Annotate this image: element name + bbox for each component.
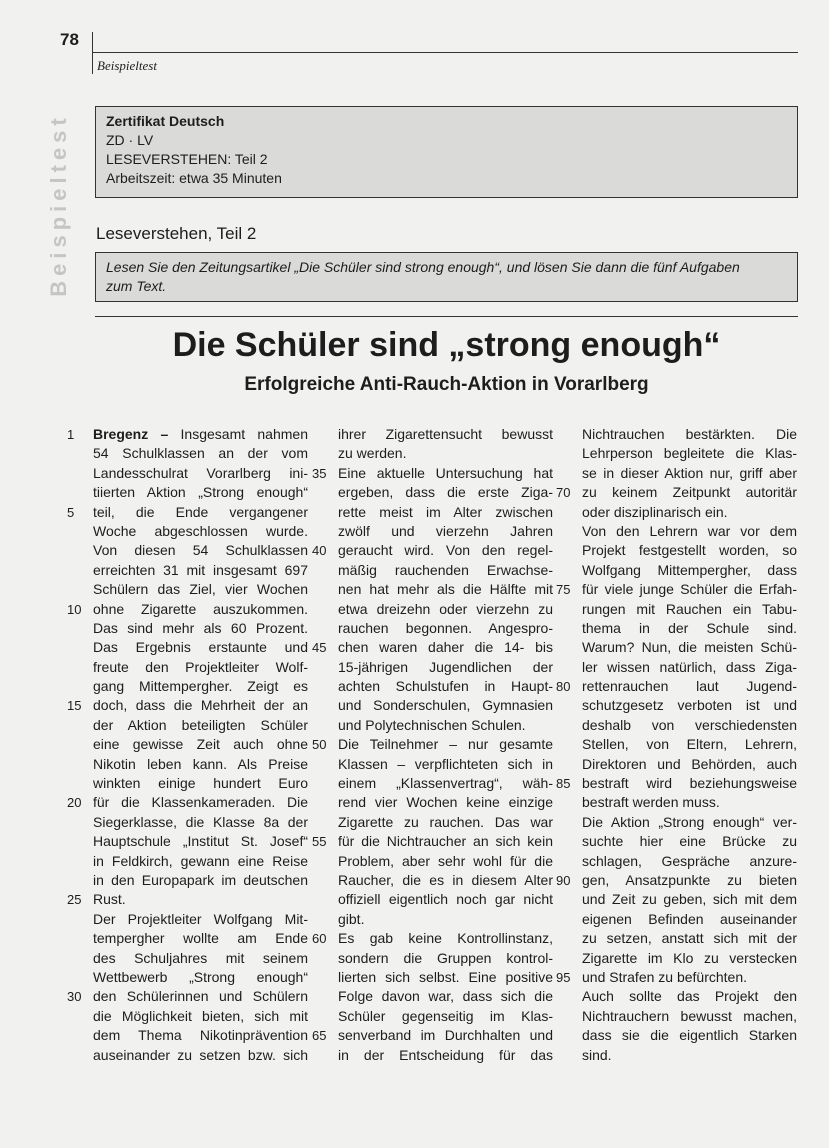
line-text: gang Mittempergher. Zeigt es bbox=[93, 678, 308, 695]
line-number: 75 bbox=[556, 582, 571, 598]
article-line bbox=[338, 755, 553, 774]
line-number: 60 bbox=[312, 931, 327, 947]
line-text: Insgesamt nahmen bbox=[168, 426, 308, 442]
article-line bbox=[556, 774, 797, 793]
line-text: lierten sich selbst. Eine positive bbox=[338, 968, 553, 985]
line-text: schutzgesetz verboten ist und bbox=[582, 697, 797, 714]
header-rule bbox=[92, 52, 798, 53]
line-text: rette meist im Alter zwischen bbox=[338, 503, 553, 520]
line-text: den Schülerinnen und Schülern bbox=[93, 988, 308, 1005]
article-line bbox=[338, 968, 553, 987]
line-text: der Aktion beteiligten Schüler bbox=[93, 716, 308, 733]
line-text: Woche abgeschlossen wurde. bbox=[93, 522, 308, 539]
article-line bbox=[93, 580, 308, 599]
line-text: rungen mit Rauchen ein Tabu- bbox=[582, 600, 797, 617]
line-text: zwölf und vierzehn Jahren bbox=[338, 522, 553, 539]
line-text: Eine aktuelle Untersuchung hat bbox=[338, 464, 553, 481]
line-text: in der Entscheidung für das bbox=[338, 1046, 553, 1063]
line-number: 90 bbox=[556, 872, 571, 888]
line-text: Auch sollte das Projekt den bbox=[582, 988, 797, 1005]
line-text: Von diesen 54 Schulklassen bbox=[93, 542, 308, 559]
instruction-line: Lesen Sie den Zeitungsartikel „Die Schüler sind strong enough“, und lösen Sie dann die fünf Aufgaben bbox=[106, 259, 740, 275]
article-line bbox=[582, 949, 797, 968]
line-text: Wettbewerb „Strong enough“ bbox=[93, 968, 308, 985]
line-number: 80 bbox=[556, 679, 571, 695]
article-line bbox=[93, 871, 308, 890]
line-text: eine gewisse Zeit auch ohne bbox=[93, 736, 308, 753]
article-line bbox=[93, 522, 308, 541]
article-line bbox=[338, 1046, 553, 1065]
side-tab bbox=[46, 95, 72, 315]
line-text: Nichtrauchen bestärkten. Die bbox=[582, 426, 797, 442]
line-text: Nikotin leben kann. Als Preise bbox=[93, 755, 308, 772]
line-number: 50 bbox=[312, 737, 327, 753]
article-line bbox=[338, 716, 553, 735]
article-line bbox=[93, 852, 308, 871]
line-text: Raucher, die es in diesem Alter bbox=[338, 871, 553, 888]
line-text: die Möglichkeit bieten, sich mit bbox=[93, 1007, 308, 1024]
page-label: Beispieltest bbox=[97, 58, 157, 73]
article-line bbox=[582, 755, 797, 774]
article-line bbox=[312, 929, 553, 948]
line-text: Schüler gegenseitig im Klas- bbox=[338, 1007, 553, 1024]
line-number: 40 bbox=[312, 543, 327, 559]
article-line bbox=[582, 929, 797, 948]
line-number: 55 bbox=[312, 834, 327, 850]
line-text: Der Projektleiter Wolfgang Mit- bbox=[93, 910, 308, 927]
line-text: Zigarette zu rauchen. Das war bbox=[338, 813, 553, 830]
line-text: Lehrperson begleitete die Klas- bbox=[582, 445, 797, 462]
line-text: dass sie die eigentlich Starken bbox=[582, 1027, 797, 1044]
article-line bbox=[312, 735, 553, 754]
line-text: einem „Klassenvertrag“, wäh- bbox=[338, 775, 553, 792]
line-text: Wolfgang Mittempergher, dass bbox=[582, 561, 797, 578]
line-number: 35 bbox=[312, 465, 327, 481]
article-line bbox=[582, 1007, 797, 1026]
line-text: zu keinem Zeitpunkt autoritär bbox=[582, 484, 797, 501]
line-text: des Schuljahres mit seinem bbox=[93, 949, 308, 966]
line-text: zu werden. bbox=[338, 445, 407, 462]
article-line bbox=[582, 619, 797, 638]
article-line bbox=[93, 561, 308, 580]
line-number: 20 bbox=[67, 795, 82, 811]
line-text: und Polytechnischen Schulen. bbox=[338, 716, 526, 733]
article-line bbox=[67, 890, 308, 909]
article-line bbox=[338, 793, 553, 812]
article-line bbox=[338, 813, 553, 832]
article-line bbox=[582, 1026, 797, 1045]
article-line bbox=[556, 580, 797, 599]
article-subtitle: Erfolgreiche Anti-Rauch-Aktion in Vorarlberg bbox=[244, 374, 649, 395]
article-line bbox=[338, 910, 553, 929]
line-text: gibt. bbox=[338, 910, 365, 927]
page-number: 78 bbox=[60, 30, 79, 49]
article-line bbox=[67, 503, 308, 522]
line-number: 30 bbox=[67, 989, 82, 1005]
line-number: 95 bbox=[556, 969, 571, 985]
line-text: tempergher wollte am Ende bbox=[93, 930, 308, 947]
line-text: sondern die Gruppen kontrol- bbox=[338, 949, 553, 966]
line-number: 1 bbox=[67, 427, 75, 442]
article-line bbox=[556, 871, 797, 890]
article-line bbox=[93, 464, 308, 483]
line-text: 54 Schulklassen an der vom bbox=[93, 445, 308, 462]
article-line bbox=[338, 425, 553, 444]
article-line bbox=[338, 444, 553, 463]
article-line bbox=[93, 677, 308, 696]
article-line bbox=[338, 871, 553, 890]
article-line bbox=[338, 677, 553, 696]
line-text: für viele junge Schüler die Erfah- bbox=[582, 581, 797, 598]
article-line bbox=[93, 1026, 308, 1045]
article-line bbox=[582, 852, 797, 871]
article-line bbox=[312, 541, 553, 560]
article-line bbox=[582, 813, 797, 832]
line-text: ergeben, dass die erste Ziga- bbox=[338, 484, 553, 501]
line-number: 45 bbox=[312, 640, 327, 656]
article-line bbox=[312, 832, 553, 851]
line-text: Warum? Nun, die meisten Schü- bbox=[582, 639, 797, 656]
side-tab-label: Beispieltest bbox=[46, 113, 71, 297]
article-line bbox=[67, 600, 308, 619]
line-text: Nichtrauchern bewusst machen, bbox=[582, 1007, 797, 1024]
article-line bbox=[582, 696, 797, 715]
line-text: Projekt festgestellt worden, so bbox=[582, 542, 797, 559]
article-line bbox=[312, 464, 553, 483]
article-line bbox=[582, 561, 797, 580]
article-line bbox=[338, 600, 553, 619]
line-text: in den Europapark im deutschen bbox=[93, 871, 308, 888]
line-text: eigenen Befinden auseinander bbox=[582, 910, 797, 927]
article-line bbox=[338, 561, 553, 580]
line-text: sind. bbox=[582, 1046, 612, 1063]
line-text: Klassen – verpflichteten sich in bbox=[338, 755, 553, 772]
line-text: und Zeit zu geben, sich mit dem bbox=[582, 891, 797, 908]
article-line bbox=[67, 696, 308, 715]
certificate-time: Arbeitszeit: etwa 35 Minuten bbox=[106, 170, 282, 186]
line-text: bestraft werden muss. bbox=[582, 794, 720, 811]
article-line bbox=[582, 832, 797, 851]
article-line bbox=[582, 522, 797, 541]
article-line bbox=[338, 987, 553, 1006]
article-line bbox=[582, 735, 797, 754]
article-line bbox=[93, 1046, 308, 1065]
line-text: Das sind mehr als 60 Prozent. bbox=[93, 619, 308, 636]
line-text: für die Klassenkameraden. Die bbox=[93, 794, 308, 811]
line-text: Von den Lehrern war vor dem bbox=[582, 522, 797, 539]
section-heading: Leseverstehen, Teil 2 bbox=[96, 224, 257, 243]
line-text: Direktoren und Behörden, auch bbox=[582, 755, 797, 772]
line-text: Siegerklasse, die Klasse 8a der bbox=[93, 813, 308, 830]
line-text: erreichten 31 mit insgesamt 697 bbox=[93, 561, 308, 578]
article-column-2 bbox=[312, 425, 553, 1065]
certificate-code: ZD · LV bbox=[106, 132, 154, 148]
article-line bbox=[93, 774, 308, 793]
article-line bbox=[582, 910, 797, 929]
article-line bbox=[93, 541, 308, 560]
article-line bbox=[338, 619, 553, 638]
line-text: in Feldkirch, gewann eine Reise bbox=[93, 852, 308, 869]
line-text: gen, Ansatzpunkte zu bieten bbox=[582, 871, 797, 888]
article-line bbox=[67, 793, 308, 812]
article-line bbox=[338, 949, 553, 968]
line-text: freute den Projektleiter Wolf- bbox=[93, 658, 308, 675]
line-text: Zigarette im Klo zu verstecken bbox=[582, 949, 797, 966]
article-line bbox=[93, 949, 308, 968]
line-text: ihrer Zigarettensucht bewusst bbox=[338, 426, 553, 442]
article-line bbox=[338, 580, 553, 599]
line-text: tiierten Aktion „Strong enough“ bbox=[93, 484, 308, 501]
line-text: chen waren daher die 14- bis bbox=[338, 639, 553, 656]
article-line bbox=[338, 890, 553, 909]
line-text: mäßig rauchenden Erwachse- bbox=[338, 561, 553, 578]
line-text: senverband im Durchhalten und bbox=[338, 1027, 553, 1044]
line-text: thema in der Schule sind. bbox=[582, 619, 797, 636]
article-line bbox=[312, 638, 553, 657]
article-title: Die Schüler sind „strong enough“ bbox=[172, 326, 721, 364]
line-number: 5 bbox=[67, 504, 75, 520]
article-line bbox=[556, 677, 797, 696]
article-line bbox=[338, 503, 553, 522]
line-number: 65 bbox=[312, 1028, 327, 1044]
line-text: für die Nichtraucher an sich kein bbox=[338, 833, 553, 850]
article-line bbox=[93, 968, 308, 987]
line-text: Problem, aber sehr wohl für die bbox=[338, 852, 553, 869]
line-text: bestraft wird beziehungsweise bbox=[582, 775, 797, 792]
line-text: Schülern das Ziel, vier Wochen bbox=[93, 581, 308, 598]
article-line bbox=[582, 638, 797, 657]
line-text: Das Ergebnis erstaunte und bbox=[93, 639, 308, 656]
article-line bbox=[338, 522, 553, 541]
line-number: 25 bbox=[67, 892, 82, 908]
line-text: und Sonderschulen, Gymnasien bbox=[338, 697, 553, 714]
line-text: winkten einige hundert Euro bbox=[93, 775, 308, 792]
line-text: rend vier Wochen keine einzige bbox=[338, 794, 553, 811]
line-number: 15 bbox=[67, 698, 82, 714]
article-line bbox=[93, 755, 308, 774]
article-line bbox=[582, 716, 797, 735]
article-line bbox=[582, 541, 797, 560]
article-line bbox=[582, 658, 797, 677]
line-text: Folge davon war, dass sich die bbox=[338, 988, 553, 1005]
article-line bbox=[93, 483, 308, 502]
article-line bbox=[582, 890, 797, 909]
article-column-1 bbox=[67, 425, 308, 1065]
line-text: schlagen, Gespräche anzure- bbox=[582, 852, 797, 869]
instruction-box bbox=[95, 252, 798, 302]
article-line bbox=[582, 503, 797, 522]
article-line bbox=[312, 1026, 553, 1045]
line-text: zu setzen, anstatt sich mit der bbox=[582, 930, 797, 947]
article-line bbox=[338, 658, 553, 677]
article-line bbox=[93, 910, 308, 929]
line-text: Die Teilnehmer – nur gesamte bbox=[338, 736, 553, 753]
line-text: offiziell eigentlich noch gar nicht bbox=[338, 891, 553, 908]
line-number: 10 bbox=[67, 601, 82, 617]
line-text: Landesschulrat Vorarlberg ini- bbox=[93, 464, 308, 481]
article-line bbox=[582, 425, 797, 444]
line-text: ohne Zigarette auszukommen. bbox=[93, 600, 308, 617]
article-line bbox=[338, 774, 553, 793]
certificate-title: Zertifikat Deutsch bbox=[106, 113, 225, 129]
line-text: etwa dreizehn oder vierzehn zu bbox=[338, 600, 553, 617]
certificate-part: LESEVERSTEHEN: Teil 2 bbox=[106, 151, 268, 167]
article-line bbox=[93, 813, 308, 832]
article-line bbox=[338, 1007, 553, 1026]
article-line bbox=[556, 483, 797, 502]
dateline: Bregenz – bbox=[93, 426, 169, 442]
line-text: achten Schulstufen in Haupt- bbox=[338, 678, 553, 695]
article-line bbox=[338, 852, 553, 871]
article-line bbox=[93, 638, 308, 657]
line-text: teil, die Ende vergangener bbox=[93, 503, 308, 520]
certificate-box bbox=[95, 106, 798, 198]
line-text: rauchen begonnen. Angespro- bbox=[338, 619, 553, 636]
line-text: ler wissen natürlich, dass Ziga- bbox=[582, 658, 797, 675]
line-text: 15-jährigen Jugendlichen der bbox=[338, 658, 553, 675]
article-line bbox=[582, 793, 797, 812]
line-text: Stellen, von Eltern, Lehrern, bbox=[582, 736, 797, 753]
line-text: oder disziplinarisch ein. bbox=[582, 503, 728, 520]
article-line bbox=[93, 444, 308, 463]
article-line bbox=[556, 968, 797, 987]
article-line bbox=[582, 1046, 797, 1065]
article-line bbox=[93, 716, 308, 735]
article-column-3 bbox=[556, 425, 797, 1065]
line-text: Es gab keine Kontrollinstanz, bbox=[338, 930, 553, 947]
line-text: deshalb von verschiedensten bbox=[582, 716, 797, 733]
article-line bbox=[582, 444, 797, 463]
instruction-line: zum Text. bbox=[106, 278, 167, 294]
article-rule bbox=[95, 316, 798, 317]
article-line bbox=[93, 658, 308, 677]
line-number: 70 bbox=[556, 485, 571, 501]
article-line bbox=[67, 987, 308, 1006]
line-text: Die Aktion „Strong enough“ ver- bbox=[582, 813, 797, 830]
line-text: und Strafen zu befürchten. bbox=[582, 968, 747, 985]
line-text: rettenrauchen laut Jugend- bbox=[582, 678, 797, 695]
line-text: auseinander zu setzen bzw. sich bbox=[93, 1046, 308, 1063]
line-text: se in dieser Aktion nur, griff aber bbox=[582, 464, 797, 481]
line-text: dem Thema Nikotinprävention bbox=[93, 1027, 308, 1044]
line-text: suchte hier eine Brücke zu bbox=[582, 833, 797, 850]
line-text: Rust. bbox=[93, 891, 126, 908]
article-line bbox=[338, 696, 553, 715]
article-line bbox=[93, 929, 308, 948]
article-line bbox=[582, 464, 797, 483]
line-text: nen hat mehr als die Hälfte mit bbox=[338, 581, 553, 598]
line-text: geraucht wird. Von den regel- bbox=[338, 542, 553, 559]
article-line bbox=[93, 1007, 308, 1026]
line-text: doch, dass die Mehrheit der an bbox=[93, 697, 308, 714]
article-line bbox=[93, 735, 308, 754]
line-text: Hauptschule „Institut St. Josef“ bbox=[93, 833, 308, 850]
line-number: 85 bbox=[556, 776, 571, 792]
header-divider bbox=[92, 32, 93, 74]
article-line bbox=[582, 600, 797, 619]
article-line bbox=[338, 483, 553, 502]
article-line bbox=[582, 987, 797, 1006]
article-line bbox=[93, 619, 308, 638]
article-line bbox=[67, 425, 308, 444]
article-line bbox=[93, 832, 308, 851]
